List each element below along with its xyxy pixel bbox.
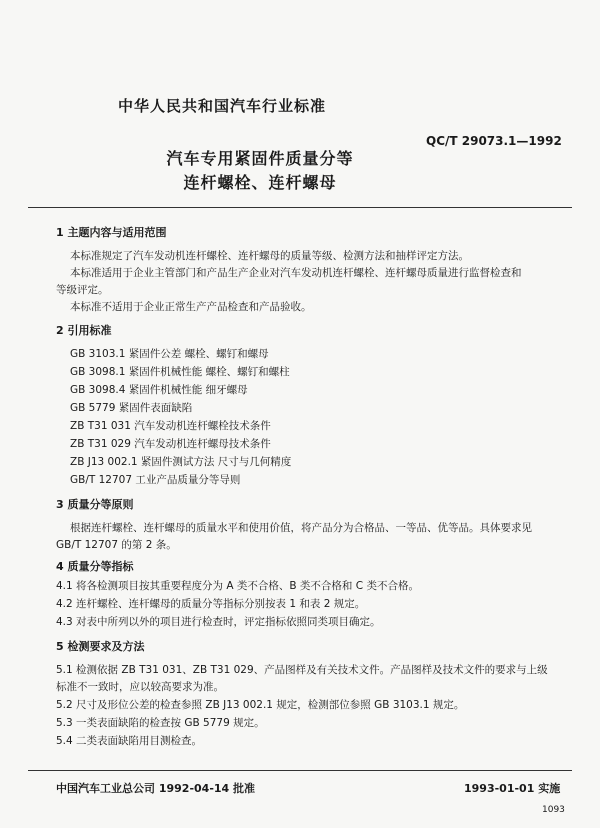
section-5-item-1a: 5.1 检测依据 ZB T31 031、ZB T31 029、产品图样及有关技术文件。产品图样及技术文件的要求与上级 [56,664,548,676]
section-5-item: 5.3 一类表面缺陷的检查按 GB 5779 规定。 [56,717,265,729]
section-5-item: 5.4 二类表面缺陷用目测检查。 [56,735,203,747]
reference-item: GB 3103.1 紧固件公差 螺栓、螺钉和螺母 [70,348,269,360]
reference-item: GB/T 12707 工业产品质量分等导则 [70,474,241,486]
reference-item: ZB T31 029 汽车发动机连杆螺母技术条件 [70,438,271,450]
section-4-item: 4.3 对表中所列以外的项目进行检查时，评定指标依照同类项目确定。 [56,616,381,628]
section-5-item-1b: 标准不一致时，应以较高要求为准。 [56,681,224,693]
section-4-heading: 4 质量分等指标 [56,560,134,573]
standard-category-title: 中华人民共和国汽车行业标准 [118,97,327,115]
reference-item: ZB T31 031 汽车发动机连杆螺栓技术条件 [70,420,271,432]
reference-item: GB 3098.1 紧固件机械性能 螺栓、螺钉和螺柱 [70,366,290,378]
reference-item: GB 3098.4 紧固件机械性能 细牙螺母 [70,384,248,396]
page-number: 1093 [542,805,565,815]
section-3-heading: 3 质量分等原则 [56,498,134,511]
section-2-heading: 2 引用标准 [56,324,112,337]
section-4-item: 4.2 连杆螺栓、连杆螺母的质量分等指标分别按表 1 和表 2 规定。 [56,598,366,610]
section-1-paragraph-2b: 等级评定。 [56,284,109,296]
section-3-paragraph-b: GB/T 12707 的第 2 条。 [56,539,177,551]
section-1-heading: 1 主题内容与适用范围 [56,226,167,239]
section-3-paragraph-a: 根据连杆螺栓、连杆螺母的质量水平和使用价值，将产品分为合格品、一等品、优等品。具体要求见 [70,522,532,534]
standard-code: QC/T 29073.1—1992 [426,134,562,148]
document-title-line2: 连杆螺栓、连杆螺母 [183,173,337,192]
section-5-item: 5.2 尺寸及形位公差的检查参照 ZB J13 002.1 规定，检测部位参照 GB 3103.1 规定。 [56,699,465,711]
section-5-heading: 5 检测要求及方法 [56,640,145,653]
footer-divider [28,770,572,771]
section-1-paragraph-1: 本标准规定了汽车发动机连杆螺栓、连杆螺母的质量等级、检测方法和抽样评定方法。 [70,250,469,262]
section-4-item: 4.1 将各检测项目按其重要程度分为 A 类不合格、B 类不合格和 C 类不合格。 [56,580,419,592]
header-divider [28,207,572,208]
reference-item: ZB J13 002.1 紧固件测试方法 尺寸与几何精度 [70,456,292,468]
reference-item: GB 5779 紧固件表面缺陷 [70,402,193,414]
section-1-paragraph-2a: 本标准适用于企业主管部门和产品生产企业对汽车发动机连杆螺栓、连杆螺母质量进行监督检查和 [70,267,522,279]
document-title-line1: 汽车专用紧固件质量分等 [166,149,354,168]
effective-date: 1993-01-01 实施 [464,782,561,795]
issuer-approval: 中国汽车工业总公司 1992-04-14 批准 [56,782,256,795]
section-1-paragraph-3: 本标准不适用于企业正常生产产品检查和产品验收。 [70,301,312,313]
